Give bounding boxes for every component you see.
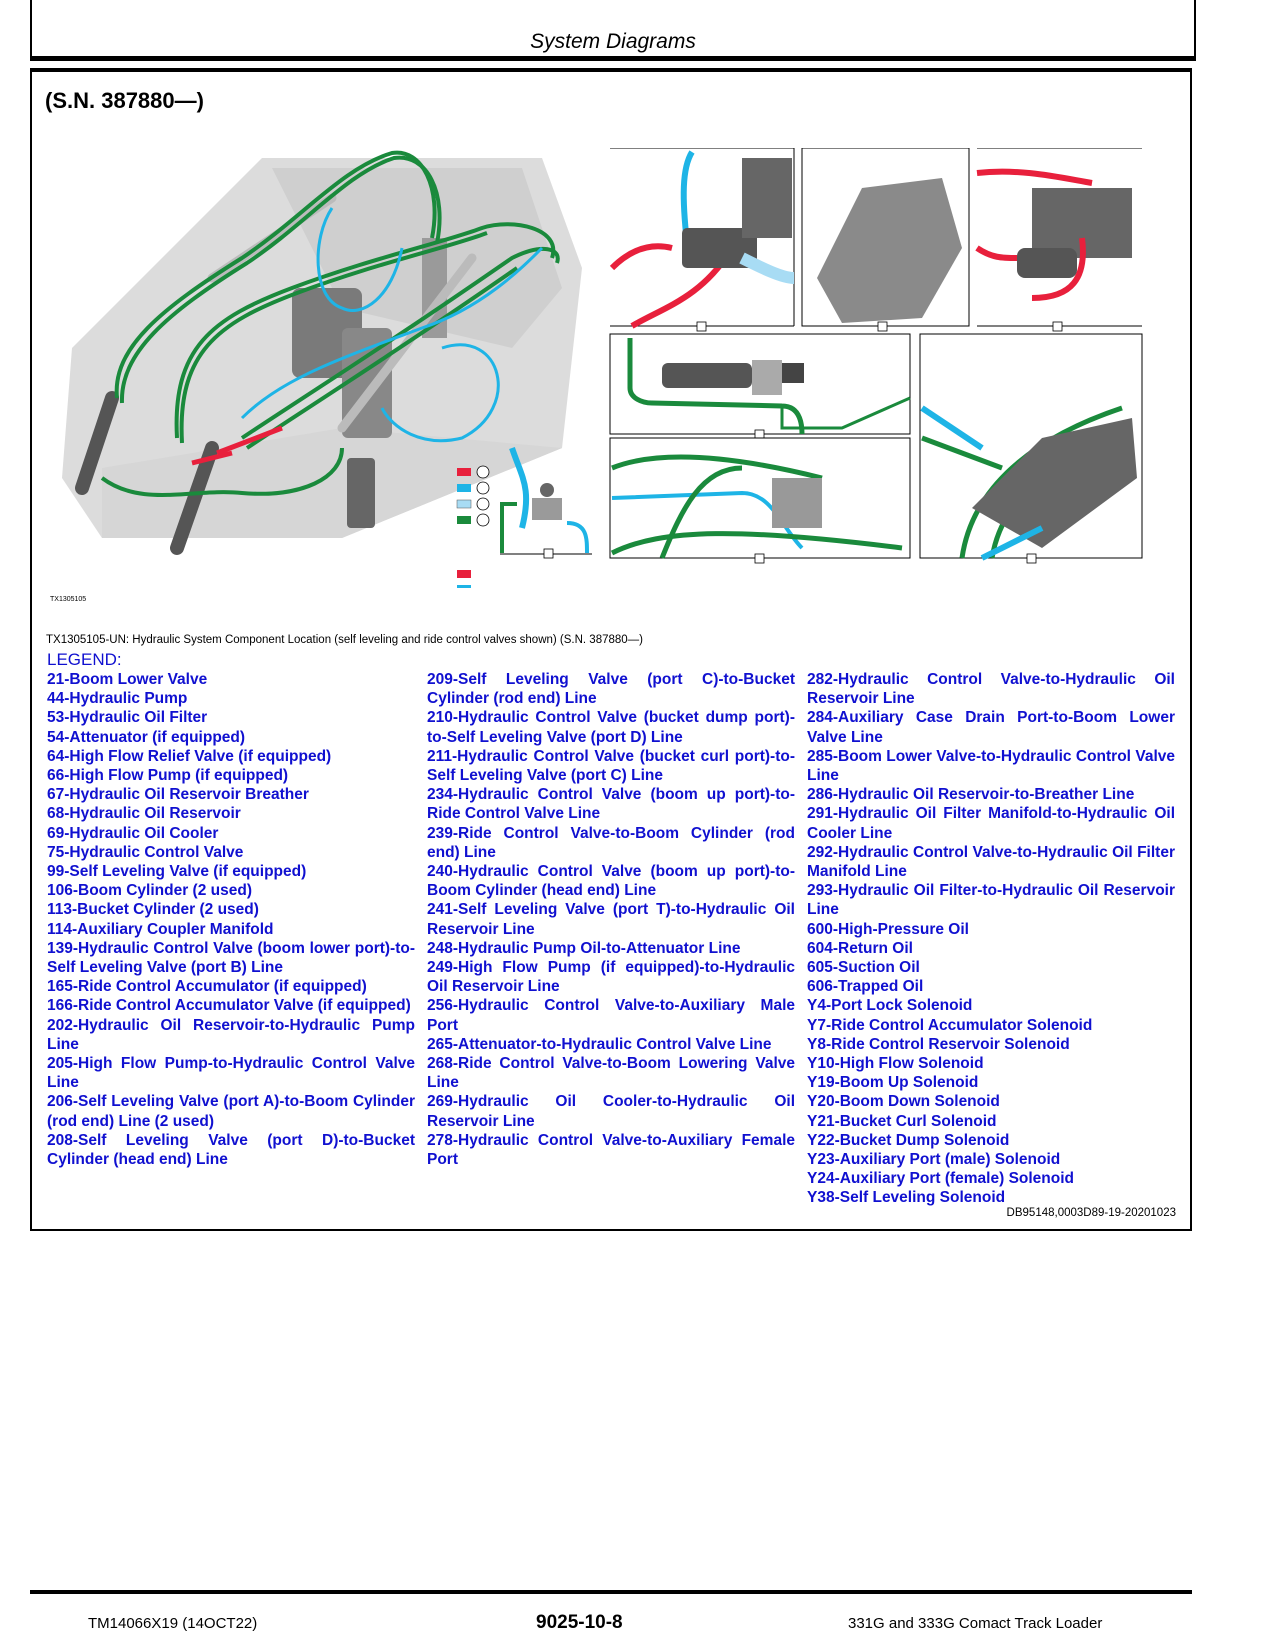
legend-item: Y24-Auxiliary Port (female) Solenoid (807, 1170, 1075, 1188)
legend-item: 206-Self Leveling Valve (port A)-to-Boom Cylinder (rod end) Line (2 used) (47, 1093, 415, 1130)
legend-item: 605-Suction Oil (807, 959, 920, 977)
legend-item: 293-Hydraulic Oil Filter-to-Hydraulic Oil Reservoir Line (807, 882, 1175, 919)
legend (47, 670, 1175, 1208)
legend-item: 202-Hydraulic Oil Reservoir-to-Hydraulic Pump Line (47, 1016, 415, 1053)
legend-item: 286-Hydraulic Oil Reservoir-to-Breather Line (807, 786, 1135, 804)
legend-item: Y19-Boom Up Solenoid (807, 1074, 979, 1092)
legend-item: Y38-Self Leveling Solenoid (807, 1189, 1006, 1207)
legend-item: 600-High-Pressure Oil (807, 920, 969, 938)
legend-item: 265-Attenuator-to-Hydraulic Control Valve Line (427, 1035, 772, 1053)
inset-g (920, 334, 1142, 563)
legend-item: 240-Hydraulic Control Valve (boom up port)-to-Boom Cylinder (head end) Line (427, 863, 795, 900)
legend-item: 606-Trapped Oil (807, 978, 924, 996)
legend-item: 284-Auxiliary Case Drain Port-to-Boom Lower Valve Line (807, 709, 1175, 746)
legend-item: Y4-Port Lock Solenoid (807, 997, 973, 1015)
color-key (457, 570, 471, 588)
legend-item: 285-Boom Lower Valve-to-Hydraulic Control Valve Line (807, 747, 1175, 785)
legend-item: 166-Ride Control Accumulator Valve (if equipped) (47, 997, 411, 1015)
legend-item: 67-Hydraulic Oil Reservoir Breather (47, 786, 309, 804)
legend-column-3 (807, 670, 1175, 1208)
legend-item: 139-Hydraulic Control Valve (boom lower port)-to-Self Leveling Valve (port B) Line (47, 939, 415, 977)
legend-item: 66-High Flow Pump (if equipped) (47, 767, 289, 785)
figure-caption: TX1305105-UN: Hydraulic System Component Location (self leveling and ride control valves shown) (S.N. 387880—) (46, 634, 644, 646)
legend-item: Y21-Bucket Curl Solenoid (807, 1112, 997, 1130)
inset-f (610, 438, 910, 563)
legend-item: 53-Hydraulic Oil Filter (47, 709, 208, 727)
page-number: 9025-10-8 (536, 1612, 623, 1633)
legend-item: Y23-Auxiliary Port (male) Solenoid (807, 1151, 1061, 1169)
figure-id: TX1305105 (50, 596, 87, 603)
legend-item: 604-Return Oil (807, 939, 913, 957)
legend-title: LEGEND: (47, 650, 122, 669)
serial-range: (S.N. 387880—) (45, 88, 204, 113)
legend-item: 205-High Flow Pump-to-Hydraulic Control Valve Line (47, 1055, 415, 1092)
legend-item: 249-High Flow Pump (if equipped)-to-Hydraulic Oil Reservoir Line (427, 959, 795, 996)
hydraulic-system-figure (42, 148, 1182, 588)
legend-item: 278-Hydraulic Control Valve-to-Auxiliary Female Port (427, 1131, 795, 1169)
legend-item: 68-Hydraulic Oil Reservoir (47, 805, 241, 823)
legend-item: 64-High Flow Relief Valve (if equipped) (47, 747, 332, 765)
footer-divider (30, 1590, 1192, 1594)
legend-item: 291-Hydraulic Oil Filter Manifold-to-Hydraulic Oil Cooler Line (807, 805, 1175, 842)
legend-item: 75-Hydraulic Control Valve (47, 843, 244, 861)
legend-item: Y7-Ride Control Accumulator Solenoid (807, 1016, 1093, 1034)
legend-item: 54-Attenuator (if equipped) (47, 728, 246, 746)
legend-item: 106-Boom Cylinder (2 used) (47, 882, 252, 900)
document-id: DB95148,0003D89-19-20201023 (1006, 1207, 1176, 1219)
legend-item: 256-Hydraulic Control Valve-to-Auxiliary Male Port (427, 997, 795, 1034)
legend-item: 241-Self Leveling Valve (port T)-to-Hydraulic Oil Reservoir Line (427, 901, 795, 938)
legend-item: 282-Hydraulic Control Valve-to-Hydraulic Oil Reservoir Line (807, 671, 1175, 708)
legend-item: Y8-Ride Control Reservoir Solenoid (807, 1035, 1070, 1053)
inset-a (610, 148, 794, 331)
main-illustration (62, 153, 582, 548)
legend-item: 99-Self Leveling Valve (if equipped) (47, 863, 307, 881)
legend-column-1 (47, 670, 415, 1208)
legend-item: 292-Hydraulic Control Valve-to-Hydraulic Oil Filter Manifold Line (807, 843, 1175, 881)
legend-item: Y20-Boom Down Solenoid (807, 1093, 1000, 1111)
legend-item: Y22-Bucket Dump Solenoid (807, 1131, 1010, 1149)
inset-c (977, 148, 1142, 331)
legend-item: 208-Self Leveling Valve (port D)-to-Bucket Cylinder (head end) Line (47, 1131, 415, 1169)
legend-item: 69-Hydraulic Oil Cooler (47, 824, 219, 842)
page-title: System Diagrams (530, 30, 696, 53)
legend-item: 268-Ride Control Valve-to-Boom Lowering Valve Line (427, 1055, 795, 1092)
manual-number: TM14066X19 (14OCT22) (88, 1615, 258, 1632)
legend-item: 269-Hydraulic Oil Cooler-to-Hydraulic Oil Reservoir Line (427, 1093, 795, 1130)
page-header (30, 0, 1196, 61)
key-swatch-600 (457, 570, 471, 578)
legend-item: 209-Self Leveling Valve (port C)-to-Bucket Cylinder (rod end) Line (427, 671, 795, 708)
inset-d (610, 334, 910, 439)
inset-b (802, 148, 969, 331)
content-box (30, 68, 1192, 1231)
legend-item: 165-Ride Control Accumulator (if equipped) (47, 978, 367, 996)
legend-item: 239-Ride Control Valve-to-Boom Cylinder (rod end) Line (427, 824, 795, 861)
legend-column-2 (427, 670, 795, 1208)
legend-item: 114-Auxiliary Coupler Manifold (47, 920, 274, 938)
legend-item: 44-Hydraulic Pump (47, 690, 188, 708)
legend-item: 234-Hydraulic Control Valve (boom up port)-to-Ride Control Valve Line (427, 786, 795, 823)
legend-item: 248-Hydraulic Pump Oil-to-Attenuator Line (427, 939, 741, 957)
legend-item: 21-Boom Lower Valve (47, 671, 208, 688)
key-swatch-604 (457, 585, 471, 588)
legend-item: Y10-High Flow Solenoid (807, 1055, 984, 1073)
legend-item: 211-Hydraulic Control Valve (bucket curl port)-to-Self Leveling Valve (port C) Line (427, 747, 795, 785)
product-name: 331G and 333G Comact Track Loader (848, 1615, 1103, 1632)
legend-item: 113-Bucket Cylinder (2 used) (47, 901, 259, 919)
legend-item: 210-Hydraulic Control Valve (bucket dump port)-to-Self Leveling Valve (port D) Line (427, 709, 795, 746)
